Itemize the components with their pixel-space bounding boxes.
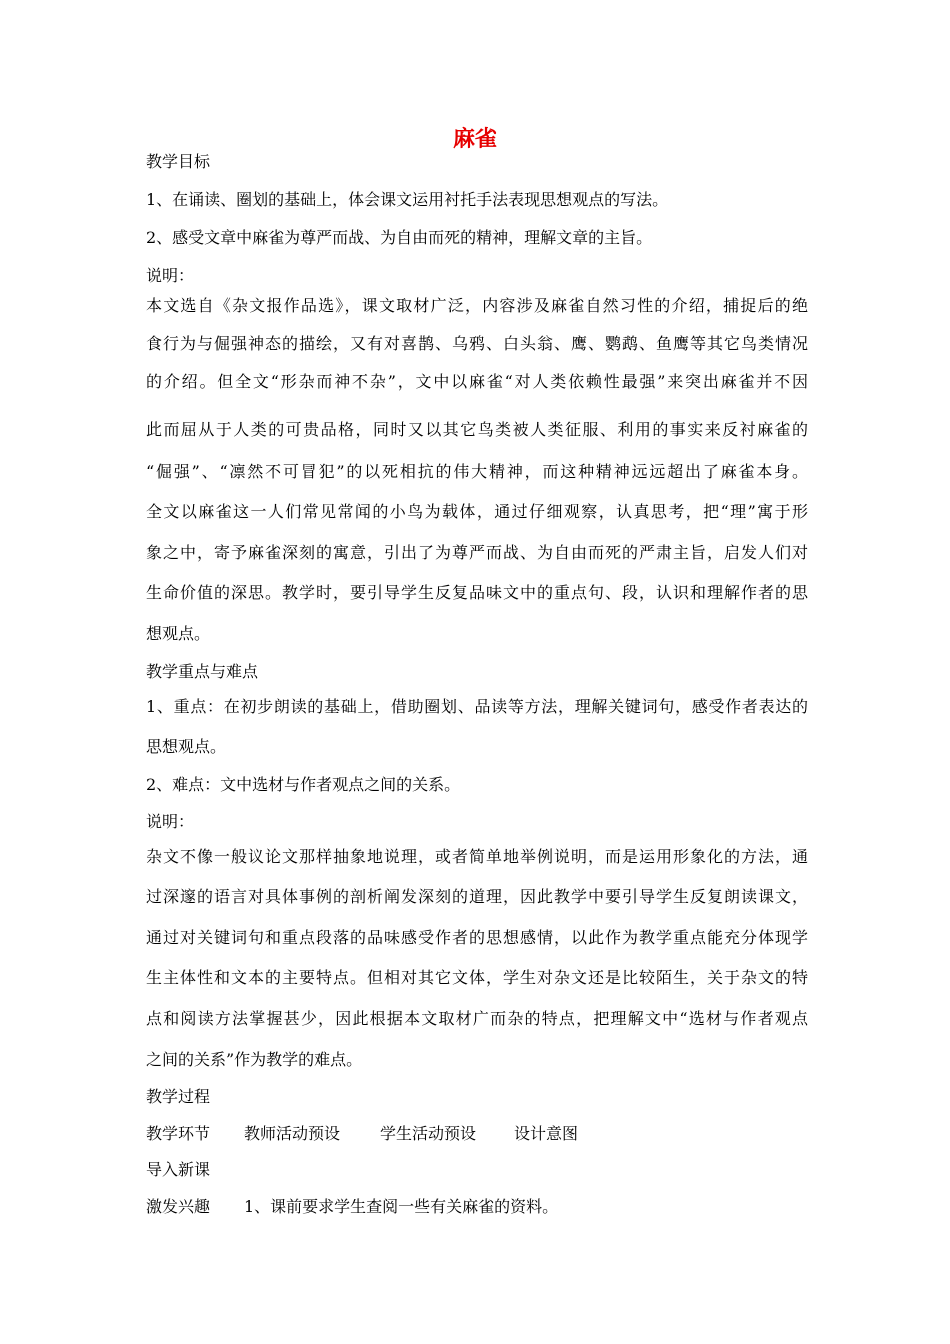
column-header: 教师活动预设: [244, 1124, 341, 1143]
paragraph-line: 杂文不像一般议论文那样抽象地说理，或者简单地举例说明，而是运用形象化的方法，通: [146, 847, 808, 866]
paragraph-line: 此而屈从于人类的可贵品格，同时又以其它鸟类被人类征服、利用的事实来反衬麻雀的: [146, 420, 808, 439]
section-heading-objectives: 教学目标: [146, 152, 211, 171]
paragraph-line: 食行为与倔强神态的描绘，又有对喜鹊、乌鸦、白头翁、鹰、鹦鹉、鱼鹰等其它鸟类情况: [146, 334, 808, 353]
objective-item: 2、感受文章中麻雀为尊严而战、为自由而死的精神，理解文章的主旨。: [146, 228, 653, 247]
column-header: 学生活动预设: [380, 1124, 477, 1143]
paragraph-line: 点和阅读方法掌握甚少，因此根据本文取材广而杂的特点，把理解文中“选材与作者观点: [146, 1009, 808, 1028]
paragraph-line: 象之中，寄予麻雀深刻的寓意，引出了为尊严而战、为自由而死的严肃主旨，启发人们对: [146, 543, 808, 562]
keypoint-item: 思想观点。: [146, 737, 227, 756]
paragraph-line: 生主体性和文本的主要特点。但相对其它文体，学生对杂文还是比较陌生，关于杂文的特: [146, 968, 808, 987]
paragraph-line: 生命价值的深思。教学时，要引导学生反复品味文中的重点句、段，认识和理解作者的思: [146, 583, 808, 602]
column-header: 教学环节: [146, 1124, 211, 1143]
process-table-header: [146, 1124, 808, 1144]
note-heading: 说明：: [146, 266, 195, 285]
process-section-label: 导入新课: [146, 1160, 211, 1179]
keypoint-item: 1、重点：在初步朗读的基础上，借助圈划、品读等方法，理解关键词句，感受作者表达的: [146, 697, 808, 716]
objective-item: 1、在诵读、圈划的基础上，体会课文运用衬托手法表现思想观点的写法。: [146, 190, 669, 209]
section-heading-process: 教学过程: [146, 1087, 211, 1106]
activity-cell: 1、课前要求学生查阅一些有关麻雀的资料。: [244, 1197, 559, 1216]
column-header: 设计意图: [514, 1124, 579, 1143]
keypoint-item: 2、难点：文中选材与作者观点之间的关系。: [146, 775, 461, 794]
paragraph-line: 过深邃的语言对具体事例的剖析阐发深刻的道理，因此教学中要引导学生反复朗读课文，: [146, 887, 808, 906]
paragraph-line: 全文以麻雀这一人们常见常闻的小鸟为载体，通过仔细观察，认真思考，把“理”寓于形: [146, 502, 808, 521]
paragraph-line: “倔强”、“凛然不可冒犯”的以死相抗的伟大精神，而这种精神远远超出了麻雀本身。: [146, 462, 808, 481]
process-table-row: [146, 1197, 808, 1217]
paragraph-line: 想观点。: [146, 624, 211, 643]
note-heading: 说明：: [146, 812, 195, 831]
paragraph-line: 通过对关键词句和重点段落的品味感受作者的思想感情，以此作为教学重点能充分体现学: [146, 928, 808, 947]
paragraph-line: 之间的关系”作为教学的难点。: [146, 1050, 363, 1069]
paragraph-line: 本文选自《杂文报作品选》，课文取材广泛，内容涉及麻雀自然习性的介绍，捕捉后的绝: [146, 296, 808, 315]
document-title: 麻雀: [452, 127, 497, 152]
paragraph-line: 的介绍。但全文“形杂而神不杂”，文中以麻雀“对人类依赖性最强”来突出麻雀并不因: [146, 372, 808, 391]
section-heading-keypoints: 教学重点与难点: [146, 662, 259, 681]
stage-cell: 激发兴趣: [146, 1197, 211, 1216]
